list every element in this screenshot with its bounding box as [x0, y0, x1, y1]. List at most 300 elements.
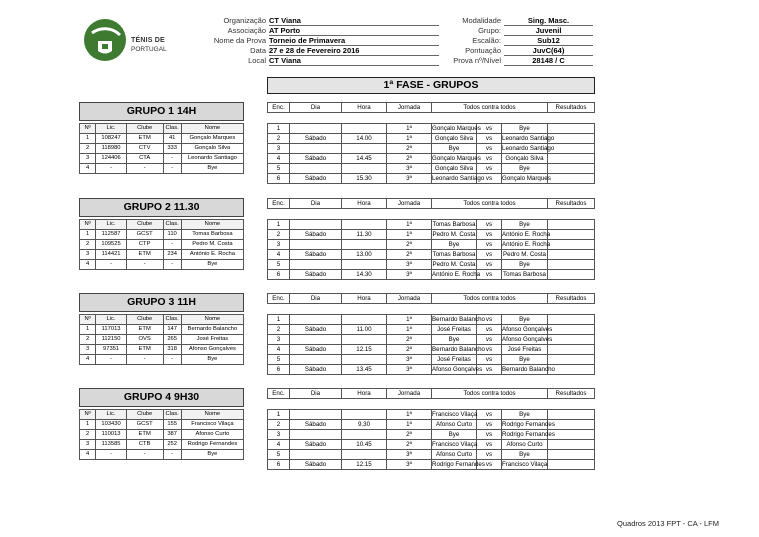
result-cell[interactable]	[548, 250, 595, 260]
player-col-header: Clube	[126, 315, 163, 325]
match-cell: Tomas Barbosa	[432, 221, 476, 228]
match-cell: Pedro M. Costa	[432, 231, 476, 238]
match-cell	[342, 410, 387, 420]
player-row	[80, 355, 244, 365]
match-header-table	[267, 198, 595, 209]
match-row	[268, 144, 595, 154]
header-label: Associação	[227, 26, 266, 35]
player-cell: CTV	[126, 144, 163, 154]
match-cell: Sábado	[290, 270, 342, 280]
match-row	[268, 154, 595, 164]
player-row	[80, 260, 244, 270]
match-table	[267, 314, 595, 375]
match-cell: Bye	[432, 335, 477, 345]
match-cell: 6	[268, 460, 290, 470]
player-col-header: Clas.	[163, 410, 181, 420]
match-cell: José Freitas	[432, 325, 477, 335]
match-cell: Bye	[502, 450, 548, 460]
match-row	[268, 450, 595, 460]
match-cell	[342, 260, 387, 270]
player-cell: 265	[163, 335, 181, 345]
match-cell: Francisco Vilaça	[502, 461, 548, 468]
player-table	[79, 409, 244, 460]
match-row	[268, 430, 595, 440]
player-col-header: Nº	[80, 124, 96, 134]
match-cell: 1ª	[387, 410, 432, 420]
player-row	[80, 230, 244, 240]
player-cell: CTP	[126, 240, 163, 250]
player-cell: 1	[80, 134, 96, 144]
player-cell: -	[163, 154, 181, 164]
match-row	[268, 250, 595, 260]
match-cell: 12.15	[342, 460, 387, 470]
result-cell[interactable]	[548, 174, 595, 184]
result-cell[interactable]	[548, 460, 595, 470]
match-col-header: Hora	[342, 199, 387, 209]
versus-label: vs	[477, 230, 502, 240]
player-cell: -	[163, 450, 181, 460]
match-col-header: Dia	[290, 294, 342, 304]
player-cell: Tomas Barbosa	[181, 230, 243, 240]
match-col-header: Resultados	[548, 294, 595, 304]
match-row	[268, 325, 595, 335]
match-cell: 5	[268, 164, 290, 174]
match-row	[268, 270, 595, 280]
result-cell[interactable]	[548, 325, 595, 335]
match-cell	[290, 315, 342, 325]
match-cell	[290, 144, 342, 154]
player-cell: GCST	[126, 420, 163, 430]
player-cell: ETM	[126, 250, 163, 260]
player-cell: OVS	[126, 335, 163, 345]
player-cell: 234	[163, 250, 181, 260]
match-cell: Afonso Gonçalves	[502, 326, 553, 333]
match-cell: Bye	[432, 240, 477, 250]
match-col-header: Enc.	[268, 389, 290, 399]
match-cell: 1ª	[387, 230, 432, 240]
player-cell: -	[163, 164, 181, 174]
player-row	[80, 430, 244, 440]
header-right-value: 28148 / C	[504, 56, 593, 66]
player-cell: ETM	[126, 325, 163, 335]
player-cell: 117013	[96, 325, 127, 335]
match-cell: Francisco Vilaça	[432, 411, 478, 418]
match-cell	[290, 335, 342, 345]
match-cell: Sábado	[290, 325, 342, 335]
versus-label: vs	[477, 410, 502, 420]
match-cell: 2	[268, 134, 290, 144]
match-cell: 3	[268, 240, 290, 250]
player-cell: 1	[80, 325, 96, 335]
player-cell: -	[126, 355, 163, 365]
player-row	[80, 240, 244, 250]
player-table	[79, 219, 244, 270]
versus-label: vs	[477, 440, 502, 450]
match-col-header: Jornada	[387, 199, 432, 209]
player-cell: 155	[163, 420, 181, 430]
header-label: Nome da Prova	[213, 36, 266, 45]
header-right-value: JuvC(64)	[504, 46, 593, 56]
player-cell: 112150	[96, 335, 127, 345]
player-row	[80, 335, 244, 345]
player-row	[80, 134, 244, 144]
match-col-header: Hora	[342, 294, 387, 304]
player-cell: -	[96, 260, 127, 270]
header-right-value: Sub12	[504, 36, 593, 46]
match-cell: 6	[268, 365, 290, 375]
match-cell: 1ª	[387, 315, 432, 325]
player-cell: 113585	[96, 440, 127, 450]
match-cell: 3	[268, 430, 290, 440]
match-cell: 9.30	[342, 420, 387, 430]
match-cell	[342, 335, 387, 345]
versus-label: vs	[477, 124, 502, 134]
match-cell: 1	[268, 124, 290, 134]
match-cell: 3ª	[387, 270, 432, 280]
match-cell: Afonso Curto	[502, 440, 548, 450]
result-cell[interactable]	[548, 410, 595, 420]
match-cell: Bye	[502, 355, 548, 365]
versus-label: vs	[477, 325, 502, 335]
match-cell: 1	[268, 315, 290, 325]
group-title: GRUPO 4 9H30	[79, 388, 244, 407]
match-cell: 3ª	[387, 450, 432, 460]
group-title: GRUPO 3 11H	[79, 293, 244, 312]
result-cell[interactable]	[548, 164, 595, 174]
match-col-header: Resultados	[548, 389, 595, 399]
player-cell: 110013	[96, 430, 127, 440]
match-col-header: Jornada	[387, 389, 432, 399]
match-cell: Bye	[502, 315, 548, 325]
match-cell	[342, 220, 387, 230]
match-cell: 14.00	[342, 134, 387, 144]
match-cell: Bernardo Balancho	[502, 366, 555, 373]
versus-label: vs	[477, 164, 502, 174]
result-cell[interactable]	[548, 450, 595, 460]
header-right-label: Grupo:	[478, 26, 501, 35]
match-cell: Sábado	[290, 250, 342, 260]
result-cell[interactable]	[548, 154, 595, 164]
match-cell: Sábado	[290, 440, 342, 450]
match-cell: Gonçalo Marques	[502, 175, 551, 182]
player-cell: 108247	[96, 134, 127, 144]
match-cell: Tomas Barbosa	[503, 271, 546, 278]
match-cell: Tomas Barbosa	[432, 251, 476, 258]
player-cell: CTB	[126, 440, 163, 450]
match-row	[268, 365, 595, 375]
versus-label: vs	[477, 134, 502, 144]
logo-emblem-icon	[84, 19, 126, 61]
match-cell: 3ª	[387, 460, 432, 470]
player-row	[80, 450, 244, 460]
player-cell: ETM	[126, 430, 163, 440]
result-cell[interactable]	[548, 345, 595, 355]
match-cell	[290, 260, 342, 270]
match-cell: Pedro M. Costa	[503, 251, 546, 258]
match-cell	[290, 240, 342, 250]
match-table	[267, 123, 595, 184]
match-cell: 13.00	[342, 250, 387, 260]
match-cell: 15.30	[342, 174, 387, 184]
player-row	[80, 420, 244, 430]
match-cell: José Freitas	[432, 355, 477, 365]
match-col-header: Hora	[342, 389, 387, 399]
match-cell: 10.45	[342, 440, 387, 450]
match-cell: 5	[268, 450, 290, 460]
match-cell: 6	[268, 270, 290, 280]
match-cell: 1ª	[387, 325, 432, 335]
player-col-header: Nome	[181, 124, 243, 134]
match-cell: Gonçalo Silva	[432, 164, 477, 174]
match-cell: 12.15	[342, 345, 387, 355]
player-cell: -	[126, 450, 163, 460]
player-cell: 114421	[96, 250, 127, 260]
match-cell: Bernardo Balancho	[432, 346, 485, 353]
match-cell	[342, 450, 387, 460]
player-col-header: Clas.	[163, 220, 181, 230]
player-cell: 3	[80, 440, 96, 450]
player-row	[80, 144, 244, 154]
match-header-table	[267, 102, 595, 113]
versus-label: vs	[477, 240, 502, 250]
match-col-header: Enc.	[268, 294, 290, 304]
match-table	[267, 409, 595, 470]
match-cell: Leonardo Santiago	[432, 175, 485, 182]
match-row	[268, 240, 595, 250]
result-cell[interactable]	[548, 440, 595, 450]
match-row	[268, 345, 595, 355]
match-row	[268, 220, 595, 230]
match-cell: Bye	[502, 220, 548, 230]
match-cell	[342, 144, 387, 154]
result-cell[interactable]	[548, 124, 595, 134]
match-cell: Sábado	[290, 460, 342, 470]
player-cell: -	[163, 240, 181, 250]
logo-text-line1: TÉNIS DE	[131, 37, 165, 44]
match-cell: Gonçalo Marques	[432, 125, 481, 132]
match-cell: Sábado	[290, 345, 342, 355]
player-cell: 333	[163, 144, 181, 154]
match-cell: 3ª	[387, 164, 432, 174]
match-cell	[290, 410, 342, 420]
match-cell: 2ª	[387, 154, 432, 164]
player-cell: Leonardo Santiago	[181, 154, 243, 164]
match-cell: 3ª	[387, 174, 432, 184]
player-cell: Afonso Curto	[181, 430, 243, 440]
match-cell: 4	[268, 154, 290, 164]
player-cell: 4	[80, 164, 96, 174]
match-cell: 2ª	[387, 250, 432, 260]
match-cell: António E. Rocha	[502, 231, 551, 238]
group-title: GRUPO 1 14H	[79, 102, 244, 121]
match-col-header: Jornada	[387, 294, 432, 304]
match-cell: 1	[268, 220, 290, 230]
player-cell: 97351	[96, 345, 127, 355]
match-cell: 6	[268, 174, 290, 184]
player-col-header: Nº	[80, 220, 96, 230]
match-cell: 11.30	[342, 230, 387, 240]
player-cell: 4	[80, 450, 96, 460]
match-col-header: Todos contra todos	[432, 389, 548, 399]
match-cell: Sábado	[290, 174, 342, 184]
match-row	[268, 420, 595, 430]
match-cell: 5	[268, 260, 290, 270]
match-row	[268, 335, 595, 345]
result-cell[interactable]	[548, 270, 595, 280]
player-cell: 124406	[96, 154, 127, 164]
match-cell: 14.30	[342, 270, 387, 280]
match-cell: 3ª	[387, 365, 432, 375]
player-cell: Pedro M. Costa	[181, 240, 243, 250]
player-cell: 110	[163, 230, 181, 240]
match-cell: Gonçalo Silva	[432, 134, 477, 144]
match-col-header: Resultados	[548, 103, 595, 113]
match-cell	[342, 240, 387, 250]
header-value: 27 e 28 de Fevereiro 2016	[269, 46, 439, 56]
phase-title: 1ª FASE - GRUPOS	[267, 77, 595, 94]
match-cell: 1ª	[387, 420, 432, 430]
match-cell	[290, 450, 342, 460]
match-cell: António E. Rocha	[502, 241, 551, 248]
match-col-header: Hora	[342, 103, 387, 113]
match-header-table	[267, 293, 595, 304]
match-cell: 2	[268, 325, 290, 335]
match-cell: 3ª	[387, 355, 432, 365]
player-row	[80, 325, 244, 335]
result-cell[interactable]	[548, 335, 595, 345]
header-right-label: Modalidade	[462, 16, 501, 25]
result-cell[interactable]	[548, 220, 595, 230]
player-cell: ETM	[126, 345, 163, 355]
versus-label: vs	[477, 220, 502, 230]
match-header-table	[267, 388, 595, 399]
match-cell	[290, 164, 342, 174]
match-cell: 5	[268, 355, 290, 365]
match-cell: 2ª	[387, 345, 432, 355]
player-cell: 2	[80, 430, 96, 440]
match-cell: Leonardo Santiago	[502, 135, 555, 142]
player-cell: 112587	[96, 230, 127, 240]
result-cell[interactable]	[548, 355, 595, 365]
player-col-header: Lic.	[96, 124, 127, 134]
result-cell[interactable]	[548, 315, 595, 325]
versus-label: vs	[477, 144, 502, 154]
match-row	[268, 355, 595, 365]
match-cell	[290, 220, 342, 230]
match-cell: Bye	[432, 144, 477, 154]
versus-label: vs	[477, 450, 502, 460]
player-cell: -	[96, 355, 127, 365]
result-cell[interactable]	[548, 144, 595, 154]
player-cell: -	[163, 355, 181, 365]
match-cell: Bye	[502, 164, 548, 174]
result-cell[interactable]	[548, 260, 595, 270]
match-cell: Rodrigo Fernandes	[502, 421, 555, 428]
result-cell[interactable]	[548, 230, 595, 240]
match-cell: Rodrigo Fernandes	[502, 431, 555, 438]
versus-label: vs	[477, 260, 502, 270]
match-cell: Bernardo Balancho	[432, 316, 485, 323]
header-right-label: Escalão:	[472, 36, 501, 45]
player-cell: 2	[80, 144, 96, 154]
player-cell: 2	[80, 240, 96, 250]
footer-credit: Quadros 2013 FPT - CA - LFM	[617, 519, 719, 528]
match-cell: 2	[268, 420, 290, 430]
player-cell: Gonçalo Marques	[181, 134, 243, 144]
match-row	[268, 174, 595, 184]
match-row	[268, 260, 595, 270]
match-cell: 3ª	[387, 260, 432, 270]
player-cell: Bernardo Balancho	[181, 325, 243, 335]
match-cell: Sábado	[290, 420, 342, 430]
match-cell	[342, 315, 387, 325]
match-cell: Bye	[502, 410, 548, 420]
player-cell: Francisco Vilaça	[181, 420, 243, 430]
header-right-value: Juvenil	[504, 26, 593, 36]
match-cell: Francisco Vilaça	[432, 441, 478, 448]
match-cell: Afonso Gonçalves	[502, 336, 553, 343]
tenis-de-portugal-logo	[82, 19, 172, 63]
match-cell: 4	[268, 345, 290, 355]
header-right-label: Pontuação	[465, 46, 501, 55]
result-cell[interactable]	[548, 240, 595, 250]
match-cell: 2	[268, 230, 290, 240]
player-cell: -	[126, 260, 163, 270]
match-cell: 2ª	[387, 144, 432, 154]
match-cell: Gonçalo Marques	[432, 155, 481, 162]
match-col-header: Enc.	[268, 199, 290, 209]
player-cell: GCST	[126, 230, 163, 240]
versus-label: vs	[477, 250, 502, 260]
player-col-header: Nº	[80, 410, 96, 420]
match-cell: 1	[268, 410, 290, 420]
player-col-header: Lic.	[96, 315, 127, 325]
match-cell: Bye	[502, 124, 548, 134]
player-cell: -	[96, 164, 127, 174]
match-cell: Sábado	[290, 134, 342, 144]
result-cell[interactable]	[548, 134, 595, 144]
match-cell	[342, 430, 387, 440]
match-cell: 1ª	[387, 220, 432, 230]
header-right-label: Prova nº/Nível	[453, 56, 501, 65]
match-cell: 2ª	[387, 440, 432, 450]
player-col-header: Lic.	[96, 220, 127, 230]
player-col-header: Clas.	[163, 124, 181, 134]
match-cell: 4	[268, 440, 290, 450]
match-cell: Bye	[502, 260, 548, 270]
match-row	[268, 230, 595, 240]
player-col-header: Lic.	[96, 410, 127, 420]
player-table	[79, 314, 244, 365]
player-cell: 387	[163, 430, 181, 440]
player-cell: 2	[80, 335, 96, 345]
player-cell: 3	[80, 250, 96, 260]
player-cell: Bye	[181, 164, 243, 174]
match-cell	[342, 124, 387, 134]
player-cell: 3	[80, 345, 96, 355]
match-cell: Afonso Curto	[432, 450, 477, 460]
match-row	[268, 315, 595, 325]
match-row	[268, 164, 595, 174]
player-row	[80, 250, 244, 260]
player-cell: Gonçalo Silva	[181, 144, 243, 154]
match-col-header: Jornada	[387, 103, 432, 113]
header-right-value: Sing. Masc.	[504, 16, 593, 26]
match-cell	[290, 124, 342, 134]
player-cell: 318	[163, 345, 181, 355]
versus-label: vs	[477, 315, 502, 325]
player-cell: José Freitas	[181, 335, 243, 345]
